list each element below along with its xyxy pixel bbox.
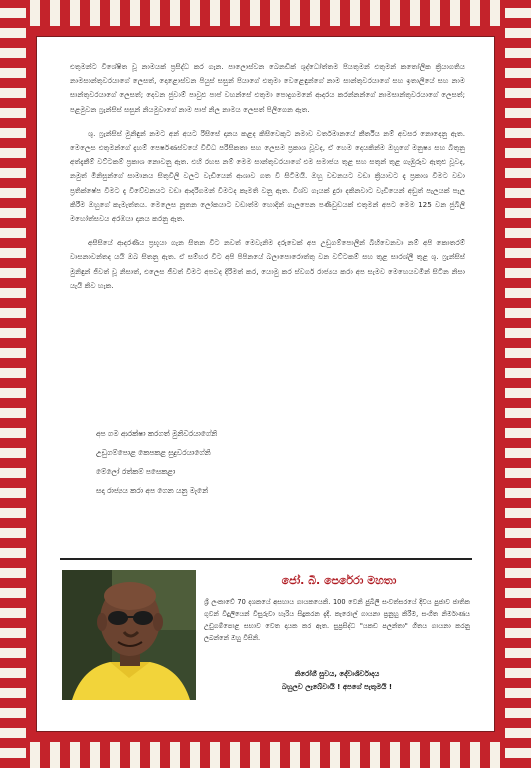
verse-line: අප ගම ආරක්ෂා කරගත් මුනිවරයාගේනි: [96, 429, 218, 438]
verse-line: සදා රාජ්‍යය කරා අප ගෙන යනු මැනේ: [96, 486, 209, 495]
verse-line: උඩුගම්පොළ කෙපකළ සුදුවරයාගේනි: [96, 448, 211, 457]
section-divider: [60, 558, 472, 560]
decorative-border-left: [0, 0, 26, 768]
paragraph: එතුමන්ට විශේෂිත වූ නාමයක් ප්‍රසිද්ධ කර ගැන. පාලොස්වන බෙනඩික් ශුද්ධෝත්තම පියතුමන් එතුමන් කතෝලික ක්‍රියාගතිය නාමසාන්තුවරයාගේ ලෙසත්, දොළොස්වන පියුස් සසුන් පියාගේ එතුමා වෙළෙඳුන්ගේ නාම සාන්තුවරයාගේ සහ ඉතාලියේ සහ නාම සාන්තුවරයාගේ ලෙසත්; දෙවන ජුවාම් පාවුළු පාප් වහන්සේ එතුමා පොදුගමනේ ආදරය කරන්නන්ගේ නාමසාන්තුවරයාගේ ලෙසත්; පළමුවන ෆ්‍රැන්සිස් සසුන් නියමුවාගේ නාම පාප් නිල නාමය ලෙසත් පිලිගෙන ඇත.: [70, 62, 465, 114]
profile-name: ජෝ. බී. පෙරේරා මහතා: [281, 574, 397, 587]
verse-line: මේලෝ රත්කම් පසෙකළා: [96, 467, 176, 476]
paragraph: අසීසියේ ආදරණීය ප්‍රභූයා ගැන සිතන විට නවත් මෙවැනිම දරුවෙක් අප උඩුගම්පොලින් බිහිවෙනවා නම් අපි කොතරම් වාසනාවන්තද යයි ඔබ සිතනු ඇත. ඒ සම්හර විට අපි පිපිනයේ බලාපොරොත්තු වන වට්ටකම් සහ තුළ සාරශ්ලී තුළ ශු. ෆ්‍රැන්සිස් මුනිඳුන් ජිවත් වූ නිසාත්, එලෙස ජීවත් විමට අපවද දිරිමත් කර, යොමු කර ස්වර්ග රාජ්‍යය කරා අප සැමව මෙහෙයවමින් සිටින නිසා යැයි කිව හැක.: [70, 238, 465, 290]
portrait-photo: [62, 570, 196, 700]
wish-block: [204, 668, 470, 694]
wish-line: නිරෝගී සුවය, දේවාශිර්වාදය: [294, 670, 380, 678]
profile-bio: ශ්‍රී ලංකාවේ 70 දශකයේ අසහාය ගායකයෙකි. 100 වෙනි ජුබිලි සංවත්සරයේ දිවය පුජාව ජාතික ගුවන් විදුලියෙන් විසුරුවා හැරිය සිදුකරන දැදී. කැරොල් ගායනා ප්‍රනුහු කිරීම, සංගීත නිර්මාණය උඩුගම්පොළ සභාව වෙත දායක කර ඇත. සුප්‍රසිද්ධ "යකඩ පලන්තා" ගීතය ගායනා කරනු ලබන්නේ ඔහු විසිනි.: [204, 598, 470, 642]
decorative-border-top: [0, 0, 531, 28]
decorative-border-right: [505, 0, 531, 768]
decorative-border-bottom: [0, 740, 531, 768]
paragraph: ශු. ෆ්‍රැන්සිස් මුනිඳුන් නමට අන් අයට රිසිසේ දානය කළද කිසිවෙකුට නමාව වර්තමානයේ කීර්තිය නම් අවසර නොදෙනු ඇත. මෙලෙස එතුමන්ගේ දැහම් පෙර්ෂණස්වයේ විවිධ පරිසිකතා සහ ලෙසම ප්‍රකාශ වූවද, ඒ හෙම දෙයකින්ම ඔහුගේ මනුෂ්‍ය සහ බිතුනු අත්දැකීම් වට්ටකම් ප්‍රකාශ නොවනු ඇත. එහි රහස නම් මෙම සාන්තුවරයාගේ එම සමාජය තුළ සහ සතුන් තුළ ගැඹුරුව ඇතුළු වූවද, නමුත් මිනිසුන්ගේ සාමානය සිතුවිලි වලට වැඩියෙන් ආශාව ගත වී සිටිමයි. ඔහු වචනයට වඩා ක්‍රියාවට දැ ප්‍රකාශ විමට වඩා ප්‍රතික්ෂේප විමට දැ විවේචනයට වඩා ආදරිගමන් වීමටද කැමති වනු ඇත. විශ්ව ගැයක් දුරා දකිනවාට වැඩියෙන් අඩුත් පැලයක් පැල කිරීම ඔහුගේ කැමැත්තය. මෙලෙස නූතන ලෝකයාට වඩාත්ම හොදින් ගැලපෙන පණිවුඩයක් එතුමන් අපට මෙම 125 වන ජුබිලි මහෝත්සවය අරඹයා දානය කරනු ඇත.: [70, 128, 465, 224]
wish-line: බහුලව ලැබේවායි ! අපගේ පැතුමයි !: [281, 683, 393, 691]
article-body: [70, 60, 465, 303]
verse-block: [96, 424, 396, 500]
